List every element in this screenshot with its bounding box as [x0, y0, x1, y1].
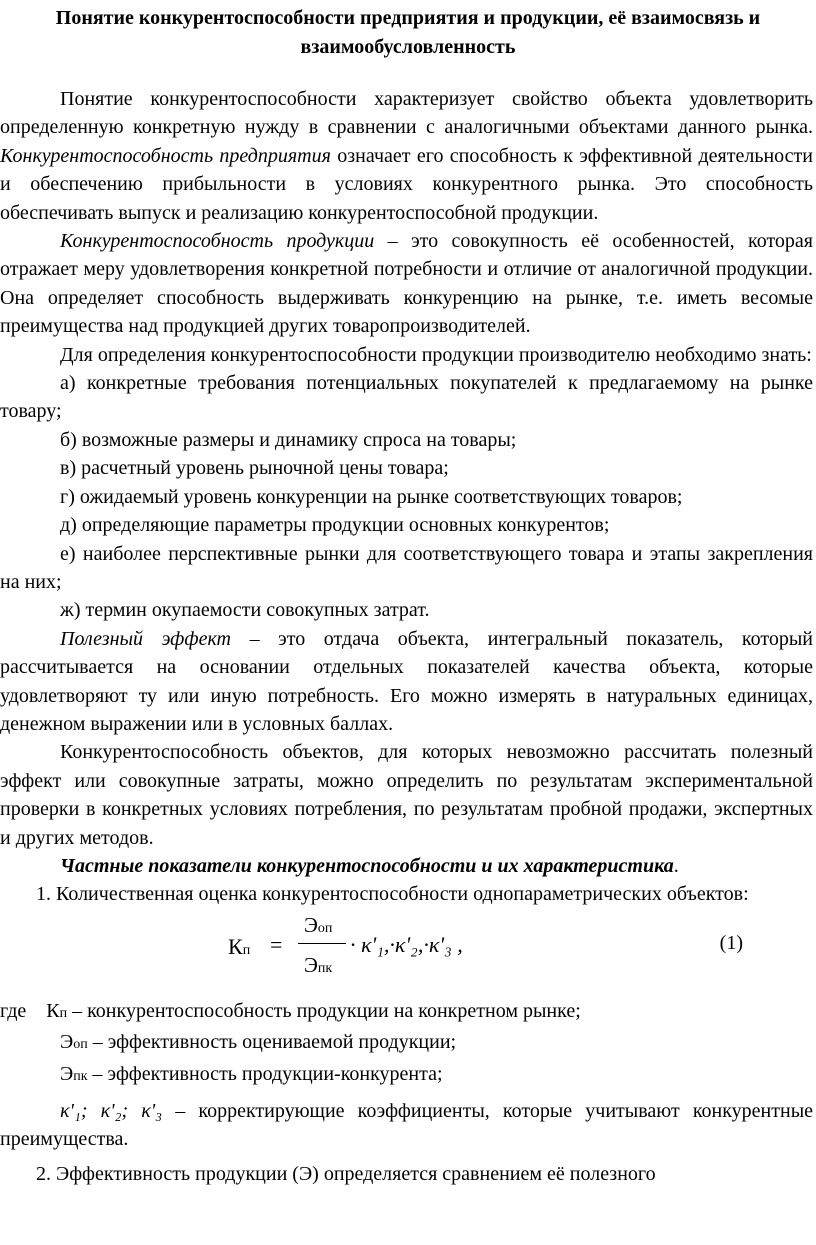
list-item: д) определяющие параметры продукции основных конкурентов; — [60, 514, 610, 537]
paragraph-1 — [0, 85, 813, 227]
p1-text: Понятие конкурентоспособности характеризует свойство объекта удовлетворить определенную конкретную нужду в сравнении с аналогичными объектами данного рынка. — [0, 88, 813, 139]
section-heading-end: . — [673, 854, 679, 877]
fraction-bar — [298, 943, 346, 944]
formula-coefficients: · κ'₁,·κ'₂,·κ'₃ , — [350, 931, 463, 957]
definition-row — [0, 1060, 813, 1091]
coefficients-definition — [0, 1097, 813, 1154]
p1-text-end: означает его способность к эффективной деятельности и обеспечению прибыльности в условиях конкурентного рынка. Это способность обеспечивать выпуск и реализацию конкурентоспособной продукции. — [0, 144, 813, 224]
definition-sub: оп — [73, 1037, 88, 1053]
formula-numerator — [304, 911, 332, 943]
list-item: в) расчетный уровень рыночной цены товара; — [60, 457, 449, 480]
formula-lhs-symbol: К — [228, 933, 243, 959]
section-heading-line — [0, 852, 813, 880]
list-item: б) возможные размеры и динамику спроса на товары; — [60, 428, 517, 451]
numbered-item-2: 2. Эффективность продукции (Э) определяется сравнением её полезного — [36, 1162, 656, 1185]
formula-num-sub: оп — [317, 920, 333, 936]
formula-den-symbol: Э — [304, 952, 318, 977]
formula-denominator — [304, 951, 332, 983]
formula-num-symbol: Э — [304, 912, 318, 937]
formula-number: (1) — [719, 931, 743, 954]
section-heading: Частные показатели конкурентоспособности и их характеристика — [60, 854, 674, 877]
p4-text: – это отдача объекта, интегральный показатель, который рассчитывается на основании отдельных показателей качества объекта, которые удовлетворяют ту или иную потребность. Его можно измерять в натуральных единицах, денежном выражении или в условных баллах. — [0, 627, 813, 735]
document-title: Понятие конкурентоспособности предприятия и продукции, её взаимосвязь и взаимообусловленность — [55, 7, 761, 58]
definition-text: – эффективность продукции-конкурента; — [87, 1062, 443, 1085]
list-item: г) ожидаемый уровень конкуренции на рынке соответствующих товаров; — [60, 485, 683, 508]
definition-symbol: К — [46, 999, 60, 1022]
formula-1 — [0, 909, 813, 997]
list-item: а) конкретные требования потенциальных покупателей к предлагаемому на рынке товару; — [0, 372, 813, 423]
definition-row — [0, 997, 813, 1028]
formula-equals: = — [270, 931, 283, 957]
coefficient-symbols: κ'₁; κ'₂; κ'₃ — [60, 1100, 163, 1122]
definition-text: – конкурентоспособность продукции на конкретном рынке; — [67, 999, 581, 1022]
p2-term: Конкурентоспособность продукции — [60, 230, 375, 253]
paragraph-3: Для определения конкурентоспособности продукции производителю необходимо знать: — [60, 343, 812, 366]
definition-lead: где — [0, 999, 27, 1022]
definition-sub: п — [59, 1005, 68, 1021]
paragraph-2 — [0, 227, 813, 341]
coefficients-text: – корректирующие коэффициенты, которые учитывают конкурентные преимущества. — [0, 1100, 814, 1151]
definition-sub: пк — [73, 1068, 88, 1084]
definition-symbol: Э — [60, 1031, 74, 1054]
definition-symbol: Э — [60, 1062, 74, 1085]
paragraph-5: Конкурентоспособность объектов, для которых невозможно рассчитать полезный эффект или совокупные затраты, можно определить по результатам экспериментальной проверки в конкретных условиях потребления, по результатам пробной продажи, экспертных и других методов. — [0, 741, 813, 849]
list-item: ж) термин окупаемости совокупных затрат. — [60, 599, 430, 622]
definition-row — [0, 1028, 813, 1059]
definition-text: – эффективность оцениваемой продукции; — [87, 1031, 457, 1054]
numbered-item-1: 1. Количественная оценка конкурентоспособности однопараметрических объектов: — [36, 883, 749, 906]
formula-lhs — [228, 933, 250, 965]
document-body — [0, 85, 813, 1188]
formula-lhs-sub: п — [242, 942, 251, 958]
paragraph-4 — [0, 625, 813, 739]
p1-term: Конкурентоспособность предприятия — [0, 144, 331, 167]
p4-term: Полезный эффект — [60, 627, 231, 650]
formula-den-sub: пк — [317, 960, 333, 976]
p2-text: – это совокупность её особенностей, которая отражает меру удовлетворения конкретной потребности и отличие от аналогичной продукции. Она определяет способность выдерживать конкуренцию на рынке, т.е. иметь весомые преимущества над продукцией других товаропроизводителей. — [0, 230, 813, 338]
list-item: е) наиболее перспективные рынки для соответствующего товара и этапы закрепления на них; — [0, 542, 813, 593]
